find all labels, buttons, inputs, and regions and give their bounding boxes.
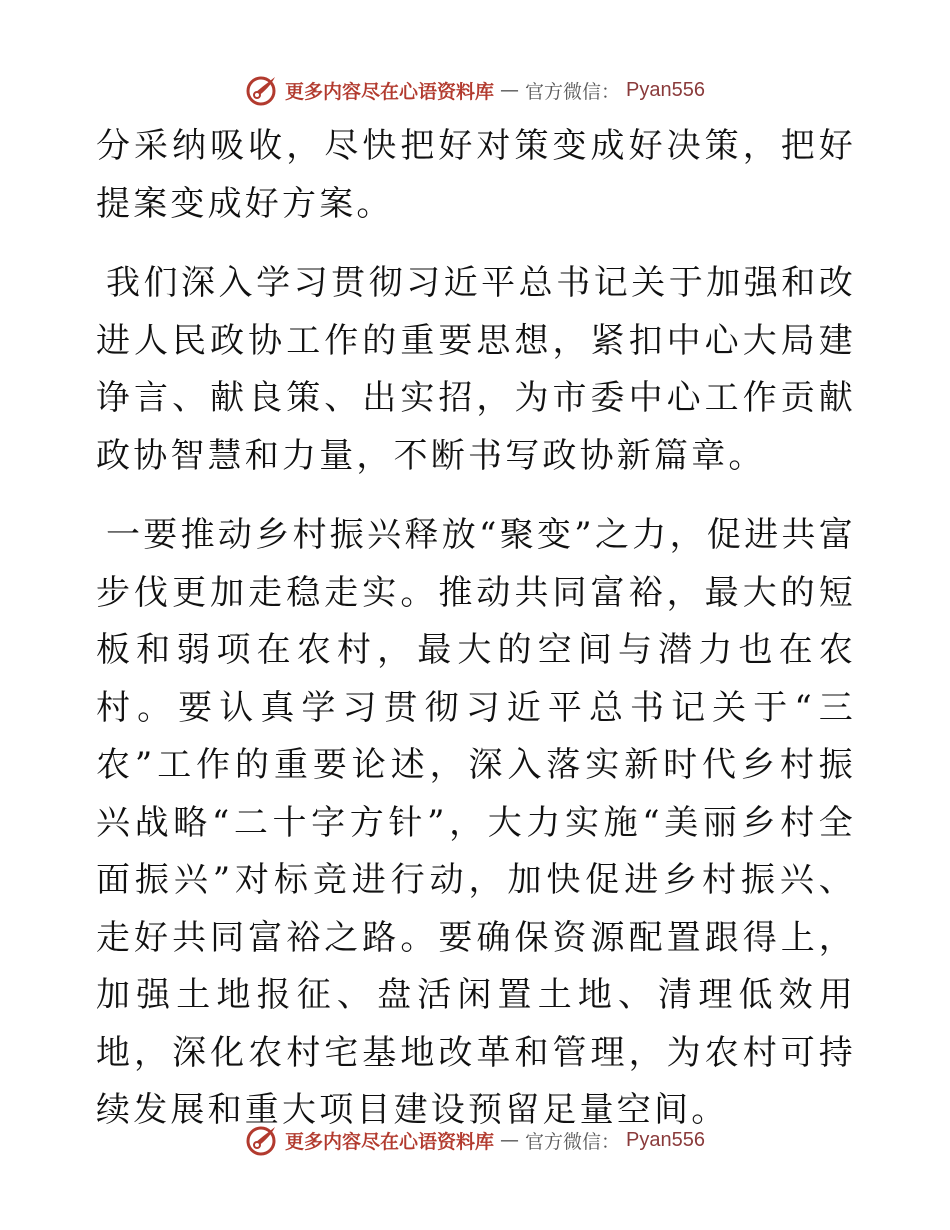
watermark-official-label: 官方微信： <box>525 1130 621 1153</box>
quill-logo-icon <box>245 73 279 107</box>
paragraph-1: 分采纳吸收，尽快把好对策变成好决策，把好提案变成好方案。 <box>96 126 856 224</box>
paragraph-3: 一要推动乡村振兴释放“聚变”之力，促进共富步伐更加走稳走实。推动共同富裕，最大的短板和弱项在农村，最大的空间与潜力也在农村。要认真学习贯彻习近平总书记关于“三农”工作的重要论述，深入落实新时代乡村振兴战略“二十字方针”，大力实施“美丽乡村全面振兴”对标竞进行动，加快促进乡村振兴、走好共同富裕之路。要确保资源配置跟得上，加强土地报征、盘活闲置土地、清理低效用地，深化农村宅基地改革和管理，为农村可持续发展和重大项目建设预留足量空间。 <box>96 515 856 1130</box>
watermark-wechat-id: Pyan556 <box>626 1128 705 1151</box>
watermark-separator: — <box>500 1129 520 1151</box>
quill-logo-icon <box>245 1123 279 1157</box>
watermark-text: 更多内容尽在心语资料库 <box>285 1130 495 1153</box>
watermark-text: 更多内容尽在心语资料库 <box>285 80 495 103</box>
document-body <box>96 118 856 1140</box>
paragraph-2: 我们深入学习贯彻习近平总书记关于加强和改进人民政协工作的重要思想，紧扣中心大局建诤言、献良策、出实招，为市委中心工作贡献政协智慧和力量，不断书写政协新篇章。 <box>96 263 856 476</box>
watermark-separator: — <box>500 79 520 101</box>
footer-watermark <box>0 1120 950 1160</box>
header-watermark <box>0 70 950 110</box>
watermark-official-label: 官方微信： <box>525 80 621 103</box>
watermark-wechat-id: Pyan556 <box>626 78 705 101</box>
